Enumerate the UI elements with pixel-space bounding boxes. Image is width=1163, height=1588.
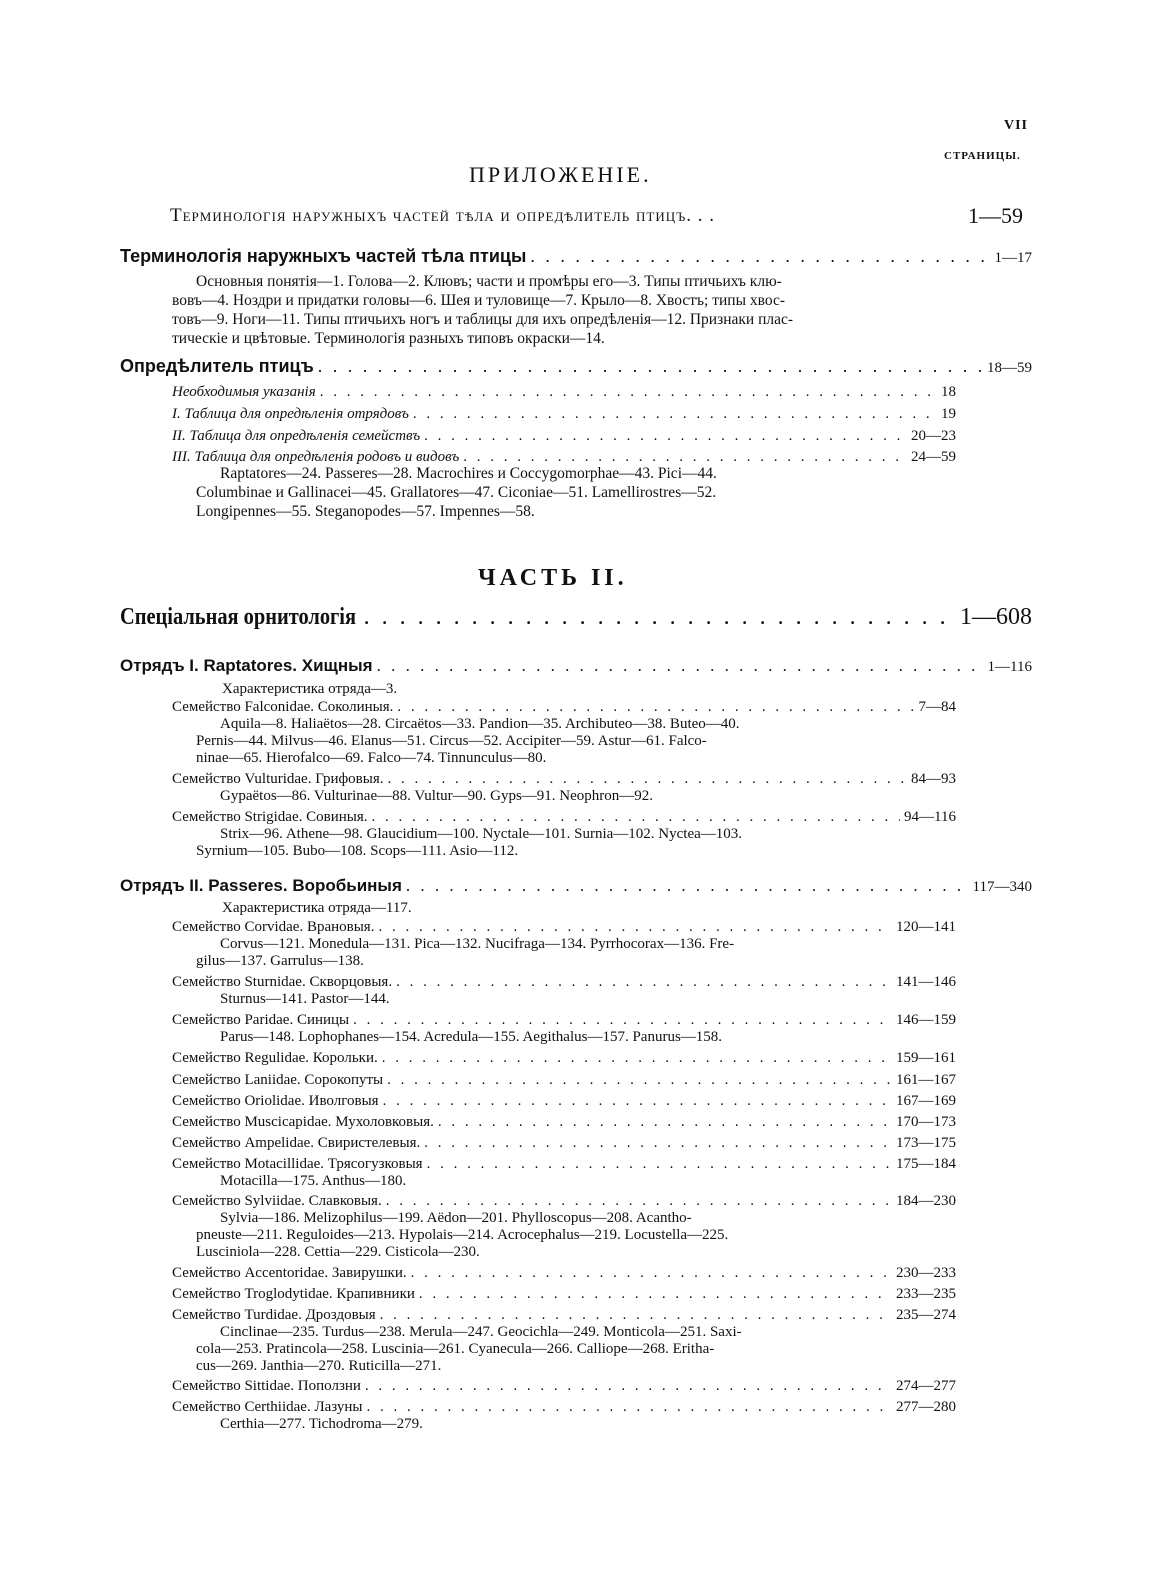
key-item-pages: 24—59	[911, 449, 956, 465]
family-label: Семейство Regulidae. Корольки.	[172, 1050, 378, 1066]
family-pages: 146—159	[896, 1012, 956, 1028]
text-line: товъ—9. Ноги—11. Типы птичьихъ ногъ и таблицы для ихъ опредѣленія—12. Признаки плас-	[172, 311, 794, 328]
key-item-pages: 19	[941, 406, 956, 422]
family-motacillidae	[172, 1156, 956, 1173]
family-genera	[220, 1173, 406, 1190]
key-item-label: Необходимыя указанія	[172, 384, 316, 400]
leader-dots	[383, 1093, 892, 1110]
family-label: Семейство Oriolidae. Иволговыя	[172, 1093, 379, 1109]
family-pages: 7—84	[918, 699, 956, 715]
key-text	[196, 464, 717, 521]
family-label: Семейство Ampelidae. Свиристелевыя.	[172, 1135, 421, 1151]
family-label: Семейство Muscicapidae. Мухоловковыя.	[172, 1114, 434, 1130]
order-raptatores	[120, 656, 1032, 676]
text-line: pneuste—211. Reguloides—213. Hypolais—214. Acrocephalus—219. Locustella—225.	[196, 1227, 729, 1243]
family-pages: 235—274	[896, 1307, 956, 1323]
text-line: Sylvia—186. Melizophilus—199. Aëdon—201. Phylloscopus—208. Acantho-	[220, 1210, 692, 1226]
leader-dots	[320, 384, 937, 401]
leader-dots	[424, 1135, 892, 1152]
family-falconidae	[172, 699, 956, 716]
text-line: вовъ—4. Ноздри и придатки головы—6. Шея и туловище—7. Крыло—8. Хвостъ; типы хвос-	[172, 292, 785, 309]
part2-title: ЧАСТЬ II.	[478, 565, 628, 591]
text-line: ninae—65. Hierofalco—69. Falco—74. Tinnunculus—80.	[196, 750, 547, 766]
text-line: Gypaëtos—86. Vulturinae—88. Vultur—90. Gyps—91. Neophron—92.	[220, 788, 654, 804]
key-item	[172, 406, 956, 423]
text-line: Raptatores—24. Passeres—28. Macrochires и Coccygomorphae—43. Pici—44.	[220, 465, 717, 482]
family-genera	[220, 1029, 722, 1046]
family-label: Семейство Troglodytidae. Крапивники	[172, 1286, 415, 1302]
text-line: тическіе и цвѣтовые. Терминологія разныхъ типовъ окраски—14.	[172, 330, 605, 347]
order-characteristic: Характеристика отряда—3.	[222, 681, 398, 697]
key-item-label: II. Таблица для опредѣленія семействъ	[172, 428, 421, 444]
leader-dots	[353, 1012, 892, 1029]
order-passeres	[120, 876, 1032, 896]
family-turdidae	[172, 1307, 956, 1324]
special-ornithology-title: Спеціальная орнитологія	[120, 604, 357, 630]
text-line: Pernis—44. Milvus—46. Elanus—51. Circus—52. Accipiter—59. Astur—61. Falco-	[196, 733, 707, 749]
family-vulturidae	[172, 771, 956, 788]
section-key-pages: 18—59	[987, 360, 1032, 376]
leader-dots	[382, 1050, 892, 1067]
text-line: Motacilla—175. Anthus—180.	[220, 1173, 407, 1189]
family-genera	[196, 1324, 742, 1375]
text-line: Corvus—121. Monedula—131. Pica—132. Nucifraga—134. Pyrrhocorax—136. Fre-	[220, 936, 735, 952]
leader-dots	[411, 1265, 892, 1282]
terminology-text	[172, 272, 793, 348]
family-pages: 161—167	[896, 1072, 956, 1088]
family-troglodytidae	[172, 1286, 956, 1303]
family-ampelidae	[172, 1135, 956, 1152]
text-line: gilus—137. Garrulus—138.	[196, 953, 364, 969]
order-passeres-pages: 117—340	[972, 879, 1032, 895]
family-pages: 274—277	[896, 1378, 956, 1394]
family-label: Семейство Sittidae. Поползни	[172, 1378, 361, 1394]
leader-dots	[424, 428, 907, 445]
family-genera	[196, 716, 740, 767]
family-label: Семейство Sturnidae. Скворцовыя.	[172, 974, 393, 990]
family-sylviidae	[172, 1193, 956, 1210]
section-terminology	[120, 246, 1032, 267]
family-genera	[220, 1416, 423, 1433]
leader-dots	[365, 1378, 892, 1395]
leader-dots	[427, 1156, 892, 1173]
family-label: Семейство Laniidae. Сорокопуты	[172, 1072, 384, 1088]
text-line: Syrnium—105. Bubo—108. Scops—111. Asio—112.	[196, 843, 519, 859]
family-label: Семейство Turdidae. Дроздовыя	[172, 1307, 376, 1323]
page-number: VII	[1004, 118, 1029, 133]
leader-dots	[386, 1193, 892, 1210]
leader-dots	[406, 876, 969, 896]
family-label: Семейство Strigidae. Совиныя.	[172, 809, 368, 825]
family-muscicapidae	[172, 1114, 956, 1131]
text-line: Strix—96. Athene—98. Glaucidium—100. Nyctale—101. Surnia—102. Nyctea—103.	[220, 826, 743, 842]
leader-dots	[372, 809, 901, 826]
family-label: Семейство Certhiidae. Лазуны	[172, 1399, 363, 1415]
text-line: Sturnus—141. Pastor—144.	[220, 991, 390, 1007]
family-label: Семейство Paridae. Синицы	[172, 1012, 350, 1028]
order-characteristic: Характеристика отряда—117.	[222, 900, 412, 916]
text-line: Columbinae и Gallinacei—45. Grallatores—47. Ciconiae—51. Lamellirostres—52.	[196, 484, 717, 501]
family-label: Семейство Sylviidae. Славковыя.	[172, 1193, 382, 1209]
order-raptatores-pages: 1—116	[987, 659, 1032, 675]
pages-column-label: СТРАНИЦЫ.	[944, 150, 1021, 162]
text-line: Aquila—8. Haliaëtos—28. Circaëtos—33. Pandion—35. Archibuteo—38. Buteo—40.	[220, 716, 740, 732]
leader-dots	[364, 604, 956, 631]
section-key-title: Опредѣлитель птицъ	[120, 356, 314, 376]
appendix-title: ПРИЛОЖЕНІЕ.	[469, 162, 652, 187]
family-paridae	[172, 1012, 956, 1029]
text-line: Lusciniola—228. Cettia—229. Cisticola—230.	[196, 1244, 480, 1260]
leader-dots	[530, 246, 990, 267]
family-genera	[220, 991, 390, 1008]
family-pages: 175—184	[896, 1156, 956, 1172]
section-terminology-pages: 1—17	[994, 250, 1032, 266]
key-item-pages: 18	[941, 384, 956, 400]
order-raptatores-title: Отрядъ I. Raptatores. Хищныя	[120, 656, 373, 675]
family-pages: 230—233	[896, 1265, 956, 1281]
family-regulidae	[172, 1050, 956, 1067]
family-pages: 170—173	[896, 1114, 956, 1130]
family-pages: 277—280	[896, 1399, 956, 1415]
leader-dots	[387, 1072, 892, 1089]
leader-dots	[388, 771, 908, 788]
special-ornithology	[120, 604, 1032, 631]
family-genera	[220, 788, 653, 805]
family-genera	[196, 936, 734, 970]
family-genera	[196, 826, 742, 860]
text-line: Longipennes—55. Steganopodes—57. Impennes—58.	[196, 503, 535, 520]
text-line: cola—253. Pratincola—258. Luscinia—261. Cyanecula—266. Calliope—268. Eritha-	[196, 1341, 715, 1357]
appendix-summary-pages: 1—59	[968, 203, 1023, 228]
leader-dots	[396, 974, 892, 991]
key-item-label: I. Таблица для опредѣленія отрядовъ	[172, 406, 409, 422]
text-line: Certhia—277. Tichodroma—279.	[220, 1416, 423, 1432]
family-strigidae	[172, 809, 956, 826]
family-pages: 120—141	[896, 919, 956, 935]
leader-dots	[378, 919, 892, 936]
family-pages: 141—146	[896, 974, 956, 990]
family-label: Семейство Accentoridae. Завирушки.	[172, 1265, 407, 1281]
family-label: Семейство Corvidae. Врановыя.	[172, 919, 375, 935]
family-pages: 167—169	[896, 1093, 956, 1109]
family-pages: 173—175	[896, 1135, 956, 1151]
section-terminology-title: Терминологія наружныхъ частей тѣла птицы	[120, 246, 527, 266]
key-item-pages: 20—23	[911, 428, 956, 444]
text-line: cus—269. Janthia—270. Ruticilla—271.	[196, 1358, 442, 1374]
key-item	[172, 428, 956, 445]
leader-dots	[397, 699, 914, 716]
family-accentoridae	[172, 1265, 956, 1282]
family-corvidae	[172, 919, 956, 936]
key-item-label: III. Таблица для опредѣленія родовъ и видовъ	[172, 449, 460, 465]
family-pages: 159—161	[896, 1050, 956, 1066]
leader-dots	[413, 406, 937, 423]
family-label: Семейство Vulturidae. Грифовыя.	[172, 771, 384, 787]
family-genera	[196, 1210, 728, 1261]
text-line: Основныя понятія—1. Голова—2. Клювъ; части и промѣры его—3. Типы птичьихъ клю-	[196, 273, 782, 290]
text-line: Cinclinae—235. Turdus—238. Merula—247. Geocichla—249. Monticola—251. Saxi-	[220, 1324, 742, 1340]
family-pages: 84—93	[911, 771, 956, 787]
key-item	[172, 384, 956, 401]
leader-dots	[318, 356, 983, 377]
section-key	[120, 356, 1032, 377]
family-sittidae	[172, 1378, 956, 1395]
family-label: Семейство Falconidae. Соколиныя.	[172, 699, 394, 715]
special-ornithology-pages: 1—608	[960, 604, 1032, 630]
family-pages: 184—230	[896, 1193, 956, 1209]
leader-dots	[438, 1114, 892, 1131]
leader-dots	[419, 1286, 892, 1303]
family-laniidae	[172, 1072, 956, 1089]
leader-dots	[377, 656, 984, 676]
family-pages: 233—235	[896, 1286, 956, 1302]
family-sturnidae	[172, 974, 956, 991]
family-certhiidae	[172, 1399, 956, 1416]
family-pages: 94—116	[904, 809, 956, 825]
leader-dots	[380, 1307, 892, 1324]
family-oriolidae	[172, 1093, 956, 1110]
leader-dots	[367, 1399, 893, 1416]
appendix-summary-label: Терминологія наружныхъ частей тѣла и опредѣлитель птицъ. . .	[170, 205, 716, 226]
family-label: Семейство Motacillidae. Трясогузковыя	[172, 1156, 423, 1172]
order-passeres-title: Отрядъ II. Passeres. Воробьиныя	[120, 876, 402, 895]
text-line: Parus—148. Lophophanes—154. Acredula—155. Aegithalus—157. Panurus—158.	[220, 1029, 723, 1045]
